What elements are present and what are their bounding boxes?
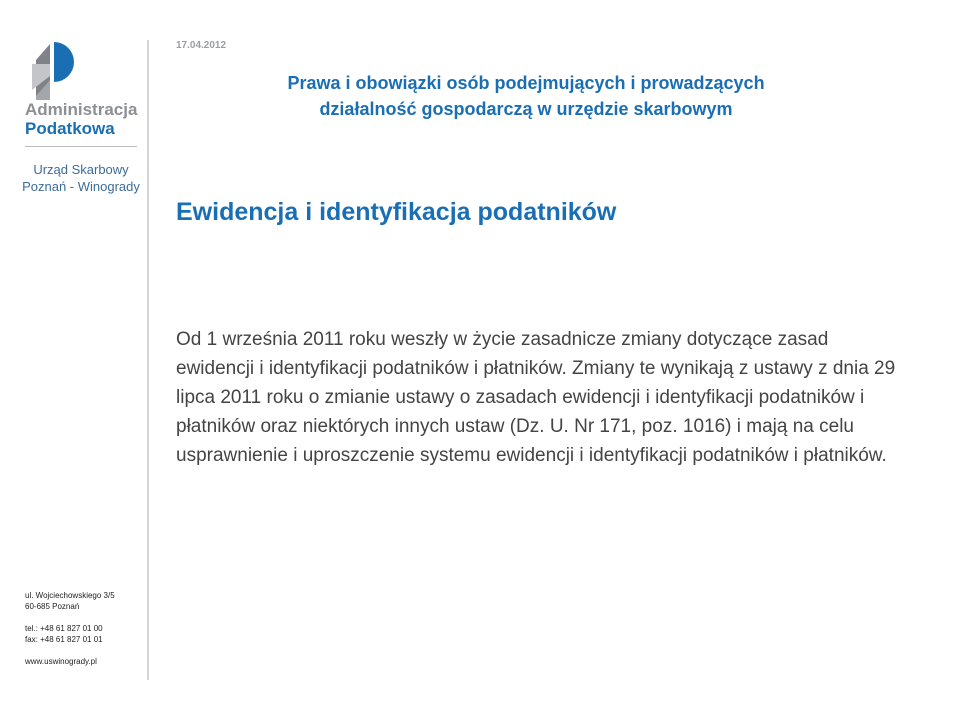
phone-number: tel.: +48 61 827 01 00: [25, 624, 103, 633]
website-link[interactable]: www.uswinogrady.pl: [25, 657, 97, 666]
header-title-line1: Prawa i obowiązki osób podejmujących i prowadzących: [287, 73, 765, 93]
address-line1: ul. Wojciechowskiego 3/5: [25, 591, 115, 600]
contact-info: [25, 590, 115, 667]
header-title-line2: działalność gospodarczą w urzędzie skarbowym: [319, 99, 733, 119]
brand-name: [25, 100, 137, 138]
address-line2: 60-685 Poznań: [25, 602, 80, 611]
sidebar: [0, 0, 148, 720]
header-title: [176, 70, 876, 122]
slide-date: 17.04.2012: [176, 40, 227, 51]
fax-number: fax: +48 61 827 01 01: [25, 635, 103, 644]
body-paragraph: Od 1 września 2011 roku weszły w życie zasadnicze zmiany dotyczące zasad ewidencji i identyfikacji podatników i płatników. Zmiany te wynikają z ustawy z dnia 29 lipca 2011 roku o zmianie ustawy o zasadach ewidencji i identyfikacji podatników i płatników oraz niektórych innych ustaw (Dz. U. Nr 171, poz. 1016) i mają na celu usprawnienie i uproszczenie systemu ewidencji i identyfikacji podatników i płatników.: [176, 329, 896, 466]
administracja-podatkowa-logo-icon: [24, 40, 84, 104]
section-title: Ewidencja i identyfikacja podatników: [176, 198, 617, 226]
brand-line1: Administracja: [25, 100, 138, 119]
office-name: Urząd Skarbowy Poznań - Winogrady: [22, 162, 140, 194]
brand-divider: [25, 146, 137, 147]
brand-line2: Podatkowa: [25, 119, 115, 138]
vertical-divider: [147, 40, 149, 680]
